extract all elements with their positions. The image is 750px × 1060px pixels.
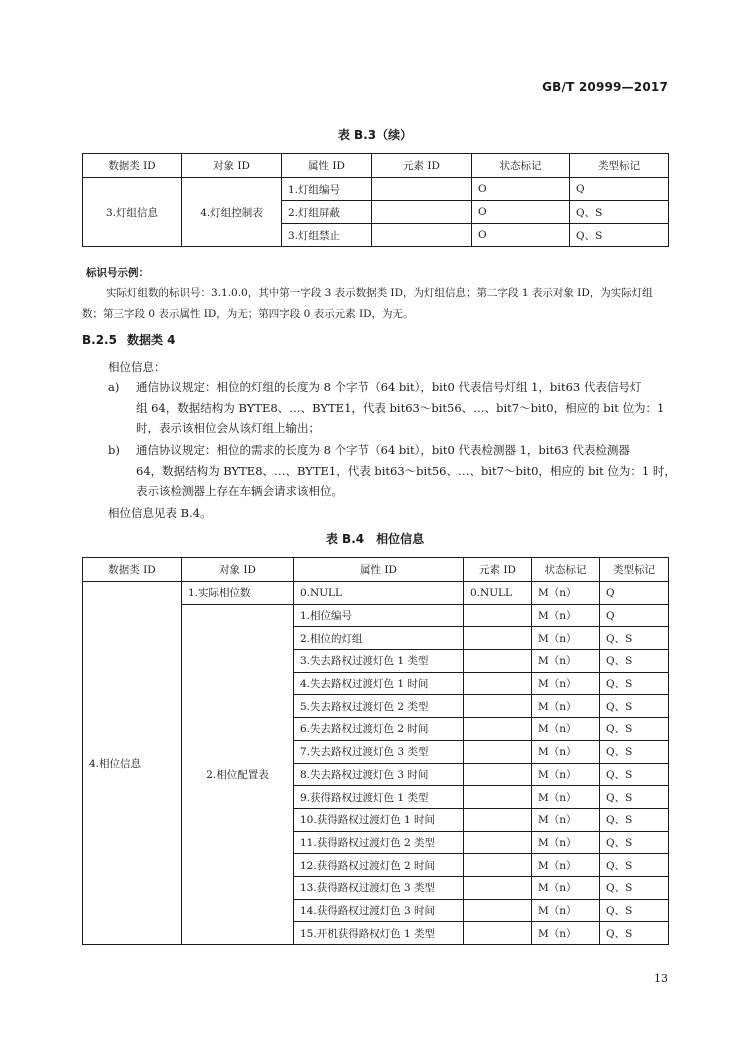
column-header: 元素 ID [372,154,472,178]
type-cell: Q [600,582,669,605]
column-header: 数据类 ID [83,558,182,582]
state-cell: M（n） [532,808,600,831]
type-cell: Q [570,178,669,201]
state-cell: M（n） [532,922,600,945]
element-cell [464,899,532,922]
table-b3-caption: 表 B.3（续） [337,128,413,142]
table-row [83,582,669,605]
element-cell [464,808,532,831]
state-cell: M（n） [532,786,600,809]
type-cell: Q、S [600,695,669,718]
column-header: 数据类 ID [83,154,182,178]
column-header: 对象 ID [182,154,282,178]
column-header: 状态标记 [472,154,570,178]
section-title: 数据类 4 [126,333,176,347]
example-block [82,264,672,325]
type-cell: Q、S [600,786,669,809]
type-cell: Q、S [600,672,669,695]
type-cell: Q、S [570,201,669,224]
type-cell: Q、S [600,899,669,922]
attr-cell: 15.开机获得路权灯色 1 类型 [294,922,464,945]
type-cell: Q、S [600,854,669,877]
table-b4 [82,557,669,945]
element-cell [464,718,532,741]
element-cell [464,650,532,673]
column-header: 对象 ID [182,558,294,582]
state-cell: M（n） [532,899,600,922]
element-cell [464,627,532,650]
type-cell: Q、S [600,876,669,899]
page-number: 13 [654,972,668,985]
type-cell: Q、S [600,763,669,786]
list-line: 表示该检测器上存在车辆会请求该相位。 [136,484,343,498]
table-header-row [83,558,669,582]
state-cell: M（n） [532,740,600,763]
element-cell [464,672,532,695]
list-marker: b) [108,443,120,457]
attr-cell: 6.失去路权过渡灯色 2 时间 [294,718,464,741]
column-header: 类型标记 [570,154,669,178]
list-item-a [86,377,676,439]
table-b3 [82,153,669,247]
attr-cell: 12.获得路权过渡灯色 2 时间 [294,854,464,877]
attr-cell: 14.获得路权过渡灯色 3 时间 [294,899,464,922]
attr-cell: 3.灯组禁止 [282,224,372,247]
type-cell: Q、S [600,740,669,763]
type-cell: Q、S [570,224,669,247]
object-cell: 2.相位配置表 [182,604,294,944]
element-cell [372,201,472,224]
list-item-b [86,440,676,502]
see-table-paragraph: 相位信息见表 B.4。 [108,506,212,520]
column-header: 属性 ID [282,154,372,178]
attr-cell: 1.灯组编号 [282,178,372,201]
type-cell: Q、S [600,650,669,673]
table-row [83,178,669,201]
state-cell: M（n） [532,582,600,605]
type-cell: Q、S [600,718,669,741]
state-cell: O [472,224,570,247]
type-cell: Q、S [600,627,669,650]
attr-cell: 2.相位的灯组 [294,627,464,650]
table-header-row [83,154,669,178]
state-cell: M（n） [532,763,600,786]
standard-code: GB/T 20999—2017 [542,80,668,94]
list-line: 时，表示该相位会从该灯组上输出； [136,421,320,435]
example-label: 标识号示例： [86,267,149,279]
section-heading [82,331,176,348]
state-cell: M（n） [532,672,600,695]
column-header: 状态标记 [532,558,600,582]
state-cell: M（n） [532,831,600,854]
section-number: B.2.5 [82,333,117,347]
object-cell: 1.实际相位数 [182,582,294,605]
attr-cell: 8.失去路权过渡灯色 3 时间 [294,763,464,786]
element-cell [464,740,532,763]
attr-cell: 13.获得路权过渡灯色 3 类型 [294,876,464,899]
attr-cell: 4.失去路权过渡灯色 1 时间 [294,672,464,695]
element-cell [464,604,532,627]
object-cell: 4.灯组控制表 [182,178,282,247]
element-cell [372,178,472,201]
list-line: 通信协议规定：相位的灯组的长度为 8 个字节（64 bit），bit0 代表信号灯组 1，bit63 代表信号灯 [136,380,642,394]
attr-cell: 3.失去路权过渡灯色 1 类型 [294,650,464,673]
list-line: 64，数据结构为 BYTE8、…、BYTE1，代表 bit63～bit56、…、bit7～bit0，相应的 bit 位为：1 时， [136,463,676,478]
element-cell [464,876,532,899]
state-cell: M（n） [532,718,600,741]
element-cell [464,831,532,854]
data-class-cell: 3.灯组信息 [83,178,182,247]
attr-cell: 9.获得路权过渡灯色 1 类型 [294,786,464,809]
state-cell: M（n） [532,695,600,718]
type-cell: Q [600,604,669,627]
column-header: 类型标记 [600,558,669,582]
example-line-1: 实际灯组数的标识号：3.1.0.0，其中第一字段 3 表示数据类 ID，为灯组信息；第二字段 1 表示对象 ID，为实际灯组 [106,287,653,299]
state-cell: M（n） [532,604,600,627]
column-header: 属性 ID [294,558,464,582]
state-cell: M（n） [532,627,600,650]
element-cell [372,224,472,247]
data-class-cell: 4.相位信息 [83,582,182,945]
type-cell: Q、S [600,922,669,945]
attr-cell: 0.NULL [294,582,464,605]
element-cell [464,922,532,945]
type-cell: Q、S [600,808,669,831]
intro-paragraph: 相位信息： [108,360,166,374]
element-cell [464,695,532,718]
element-cell [464,854,532,877]
state-cell: M（n） [532,876,600,899]
state-cell: M（n） [532,650,600,673]
state-cell: O [472,178,570,201]
element-cell [464,763,532,786]
attr-cell: 2.灯组屏蔽 [282,201,372,224]
attr-cell: 11.获得路权过渡灯色 2 类型 [294,831,464,854]
attr-cell: 7.失去路权过渡灯色 3 类型 [294,740,464,763]
table-b4-caption: 表 B.4 相位信息 [325,532,425,546]
element-cell: 0.NULL [464,582,532,605]
column-header: 元素 ID [464,558,532,582]
list-marker: a) [108,380,120,394]
attr-cell: 10.获得路权过渡灯色 1 时间 [294,808,464,831]
element-cell [464,786,532,809]
attr-cell: 5.失去路权过渡灯色 2 类型 [294,695,464,718]
example-line-2: 数；第三字段 0 表示属性 ID，为无；第四字段 0 表示元素 ID，为无。 [82,308,414,320]
attr-cell: 1.相位编号 [294,604,464,627]
type-cell: Q、S [600,831,669,854]
list-line: 组 64，数据结构为 BYTE8、…、BYTE1，代表 bit63～bit56、…、bit7～bit0，相应的 bit 位为：1 [136,400,665,415]
state-cell: M（n） [532,854,600,877]
list-line: 通信协议规定：相位的需求的长度为 8 个字节（64 bit），bit0 代表检测器 1，bit63 代表检测器 [136,443,630,457]
state-cell: O [472,201,570,224]
